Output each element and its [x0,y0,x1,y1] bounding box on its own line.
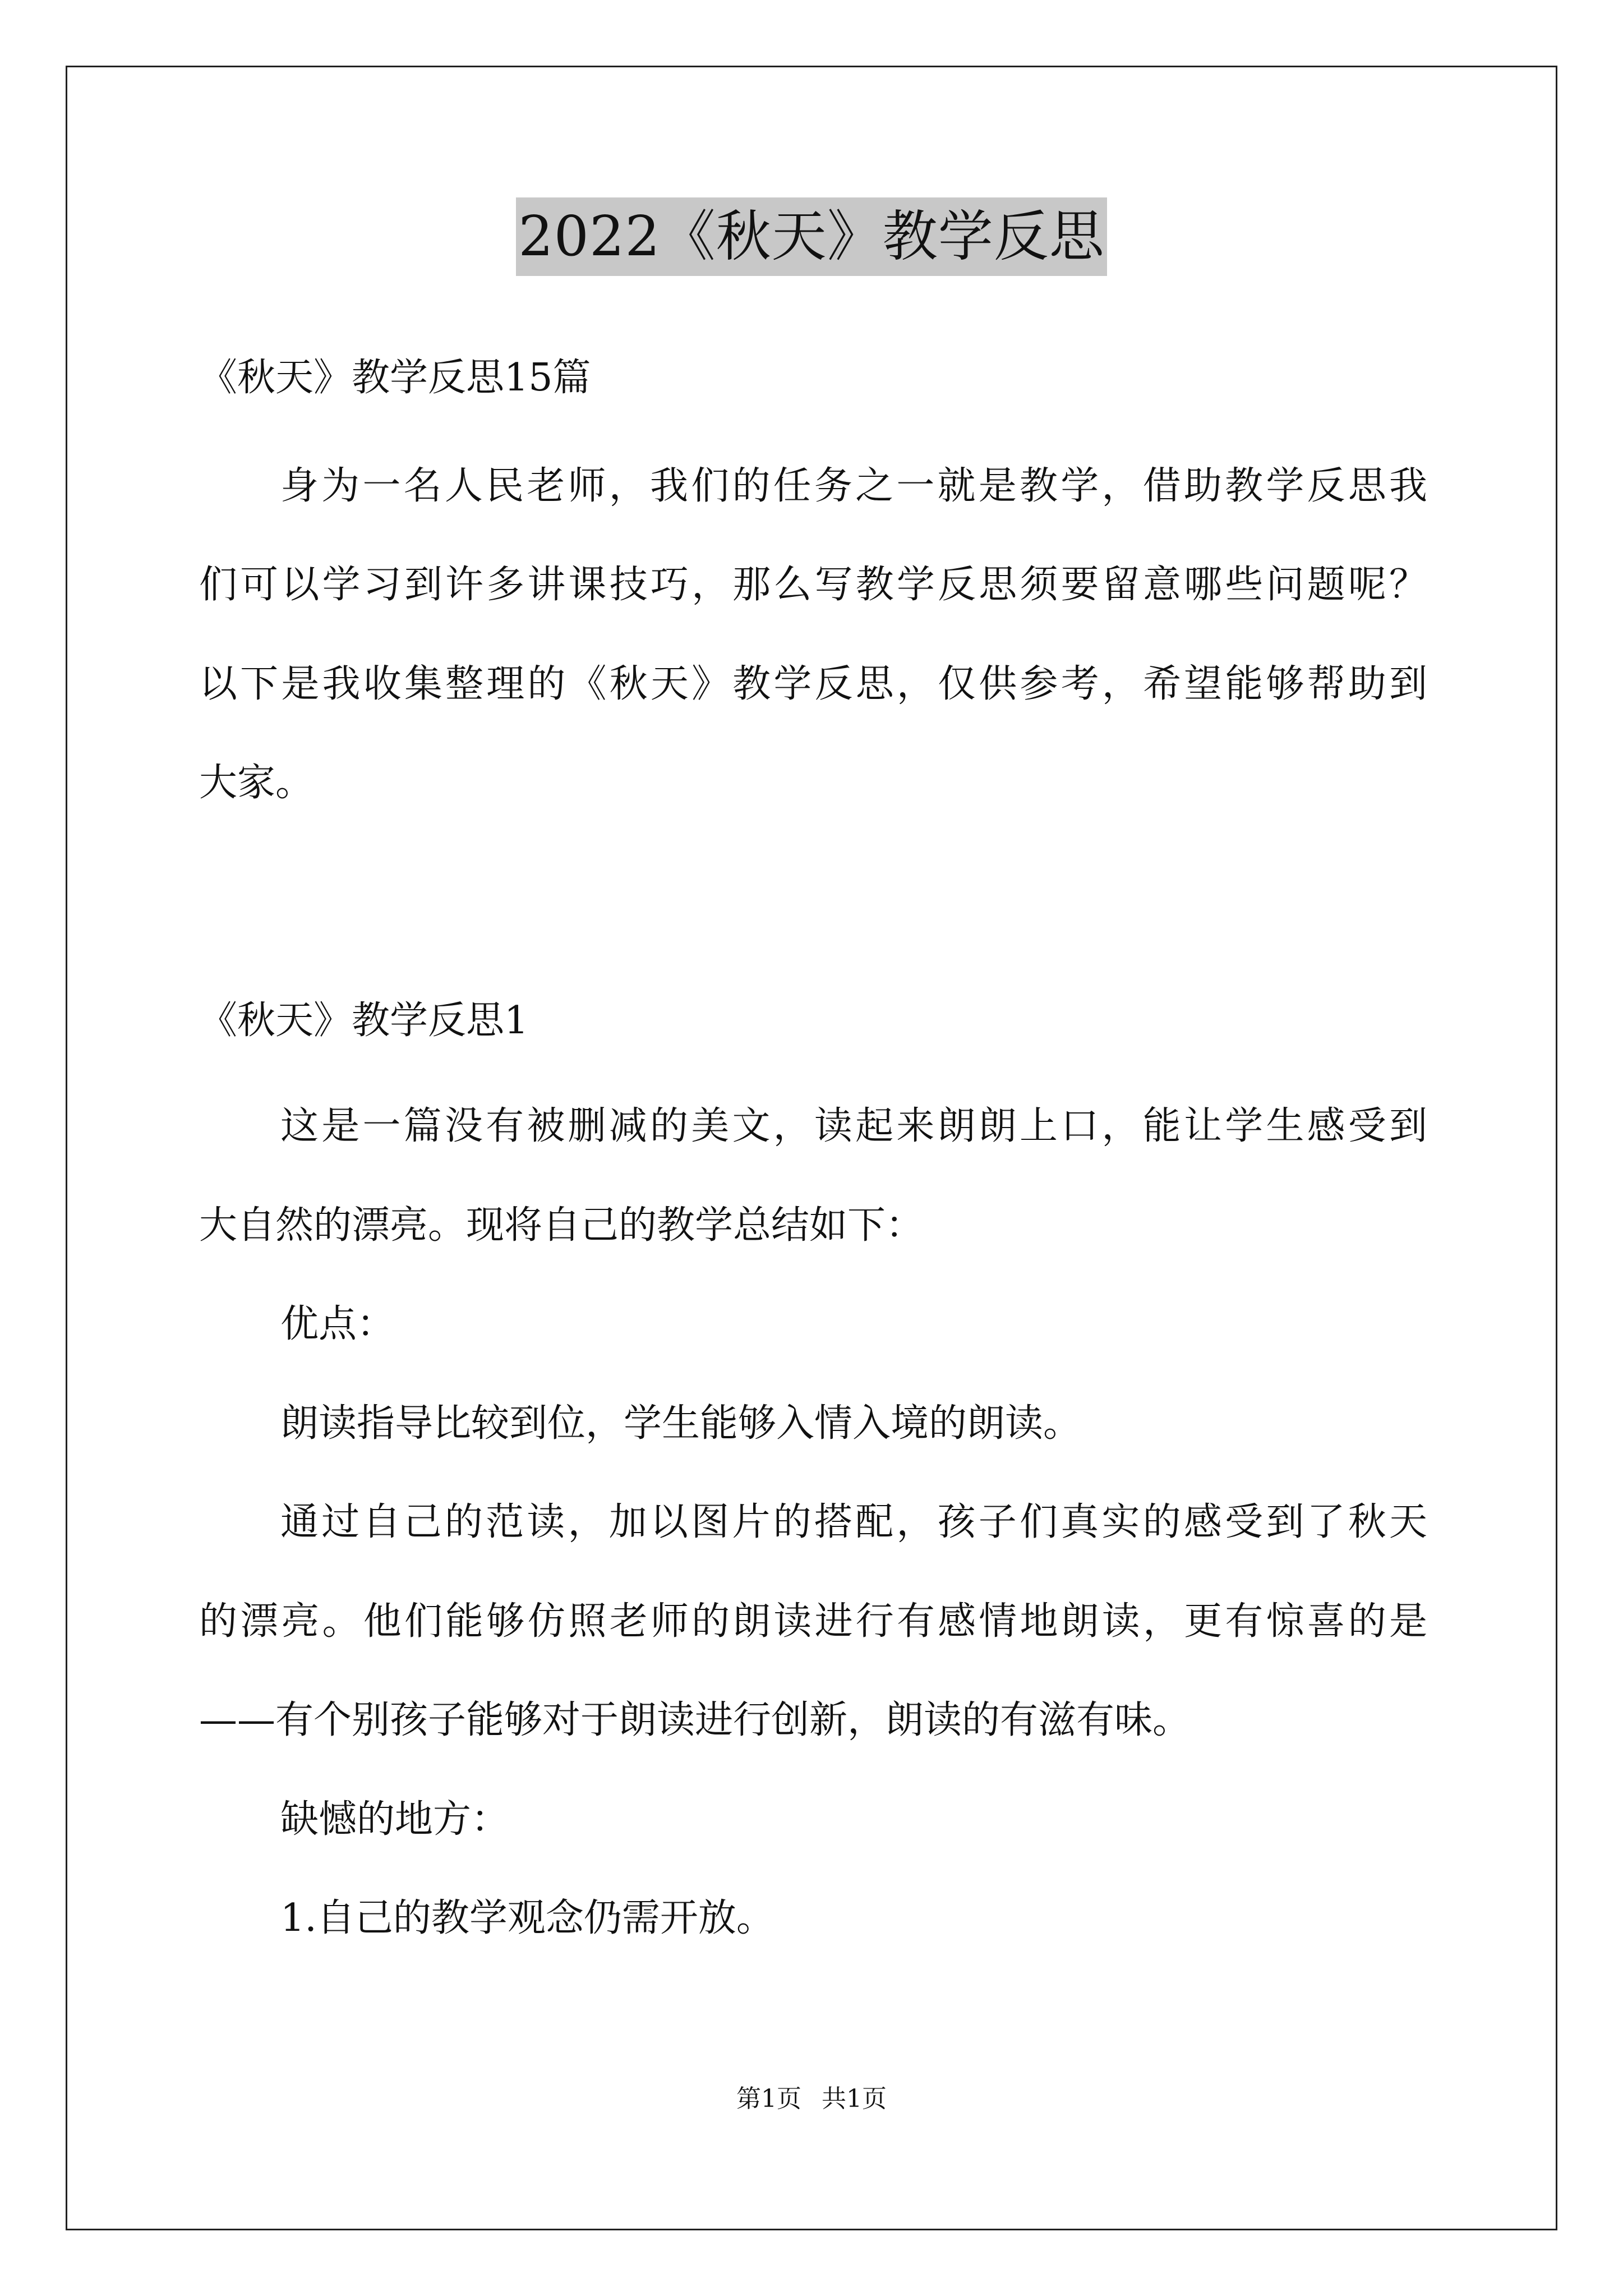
intro-line-4: 大家。 [199,761,314,805]
body-line-2: 大自然的漂亮。现将自己的教学总结如下： [199,1203,924,1248]
body-line-6: 的漂亮。他们能够仿照老师的朗读进行有感情地朗读，更有惊喜的是 [199,1599,1427,1644]
page-footer [0,2082,1623,2116]
document-subtitle: 《秋天》教学反思15篇 [199,356,591,400]
body-line-4: 朗读指导比较到位，学生能够入情入境的朗读。 [280,1401,1082,1446]
document-title: 2022《秋天》教学反思 [516,197,1106,276]
title-container [0,197,1623,276]
page-number: 第1页 [736,2085,801,2113]
intro-line-2: 们可以学习到许多讲课技巧，那么写教学反思须要留意哪些问题呢？ [199,563,1427,607]
body-line-3: 优点： [280,1302,395,1346]
body-line-7: ——有个别孩子能够对于朗读进行创新，朗读的有滋有味。 [199,1698,1191,1742]
body-line-9: 1.自己的教学观念仍需开放。 [280,1896,774,1940]
body-line-1: 这是一篇没有被删减的美文，读起来朗朗上口，能让学生感受到 [280,1104,1427,1148]
body-line-5: 通过自己的范读，加以图片的搭配，孩子们真实的感受到了秋天 [280,1500,1427,1544]
page-total: 共1页 [822,2085,887,2113]
intro-line-1: 身为一名人民老师，我们的任务之一就是教学，借助教学反思我 [280,464,1427,508]
intro-line-3: 以下是我收集整理的《秋天》教学反思，仅供参考，希望能够帮助到 [199,662,1427,706]
section-heading: 《秋天》教学反思1 [199,999,529,1043]
body-line-8: 缺憾的地方： [280,1797,510,1842]
